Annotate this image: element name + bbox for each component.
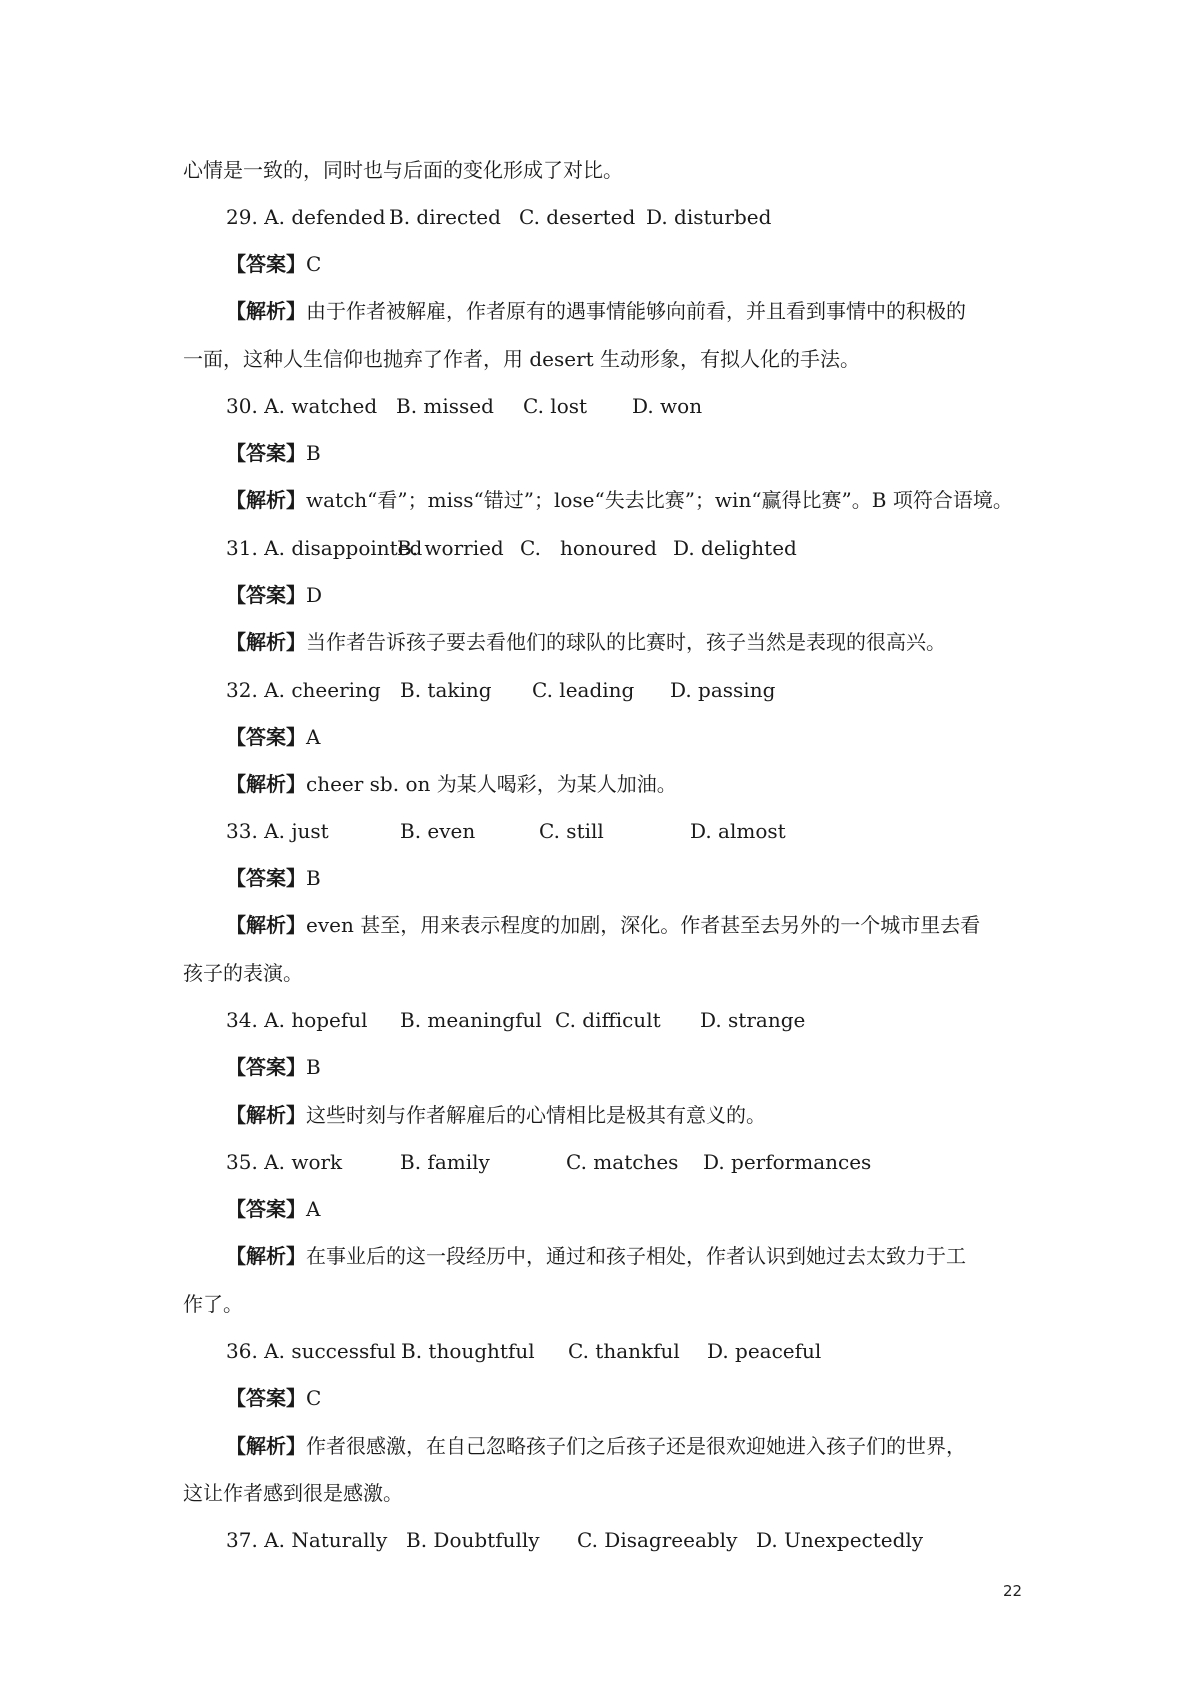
answer-tag: 【答案】 — [226, 725, 306, 749]
option-d: D. Unexpectedly — [756, 1528, 924, 1552]
option-a: 32. A. cheering — [226, 678, 381, 702]
analysis-tag: 【解析】 — [226, 913, 306, 937]
analysis-text: 当作者告诉孩子要去看他们的球队的比赛时，孩子当然是表现的很高兴。 — [306, 630, 946, 654]
analysis-continuation: 孩子的表演。 — [183, 961, 303, 985]
page-number: 22 — [1003, 1582, 1023, 1600]
analysis-tag: 【解析】 — [226, 488, 306, 512]
answer-line — [226, 1384, 321, 1412]
answer-value: C — [306, 252, 322, 276]
answer-line — [226, 1053, 321, 1081]
analysis-line — [226, 486, 1013, 514]
analysis-line — [226, 1101, 766, 1129]
option-a: 31. A. disappointed — [226, 536, 423, 560]
option-b: B. worried — [397, 536, 504, 560]
option-b: B. missed — [396, 394, 494, 418]
answer-value: B — [306, 1055, 321, 1079]
analysis-line — [226, 770, 677, 798]
analysis-line — [226, 1432, 966, 1460]
analysis-text: even 甚至，用来表示程度的加剧，深化。作者甚至去另外的一个城市里去看 — [306, 913, 981, 937]
option-b: B. even — [400, 819, 476, 843]
analysis-text: cheer sb. on 为某人喝彩，为某人加油。 — [306, 772, 677, 796]
question-31-options — [226, 534, 1126, 562]
question-29-options — [226, 203, 1126, 231]
option-b: B. directed — [389, 205, 501, 229]
answer-line — [226, 864, 321, 892]
analysis-continuation: 一面，这种人生信仰也抛弃了作者，用 desert 生动形象，有拟人化的手法。 — [183, 347, 861, 371]
analysis-line — [226, 1242, 966, 1270]
option-a: 30. A. watched — [226, 394, 378, 418]
option-a: 29. A. defended — [226, 205, 386, 229]
intro-line: 心情是一致的，同时也与后面的变化形成了对比。 — [183, 158, 623, 182]
option-c: C. matches — [566, 1150, 679, 1174]
answer-line — [226, 439, 321, 467]
analysis-line — [226, 297, 966, 325]
option-a: 34. A. hopeful — [226, 1008, 368, 1032]
answer-line — [226, 1195, 320, 1223]
answer-line — [226, 723, 320, 751]
question-37-options — [226, 1526, 1126, 1554]
option-b: B. thoughtful — [401, 1339, 535, 1363]
option-c-word: honoured — [560, 536, 657, 560]
option-b: B. Doubtfully — [406, 1528, 540, 1552]
answer-tag: 【答案】 — [226, 1055, 306, 1079]
question-32-options — [226, 676, 1126, 704]
answer-value: D — [306, 583, 323, 607]
option-c: C. still — [539, 819, 604, 843]
analysis-tag: 【解析】 — [226, 299, 306, 323]
answer-line — [226, 581, 322, 609]
option-c: C. Disagreeably — [577, 1528, 738, 1552]
question-30-options — [226, 392, 1126, 420]
question-36-options — [226, 1337, 1126, 1365]
answer-tag: 【答案】 — [226, 583, 306, 607]
option-a: 33. A. just — [226, 819, 329, 843]
analysis-line — [226, 911, 980, 939]
option-d: D. almost — [690, 819, 786, 843]
answer-value: A — [306, 1197, 321, 1221]
option-d: D. performances — [703, 1150, 872, 1174]
analysis-continuation: 作了。 — [183, 1292, 243, 1316]
option-d: D. disturbed — [646, 205, 772, 229]
option-c: C. leading — [532, 678, 635, 702]
option-b: B. meaningful — [400, 1008, 542, 1032]
option-a: 37. A. Naturally — [226, 1528, 388, 1552]
option-b: B. taking — [400, 678, 492, 702]
option-c-letter: C. — [520, 536, 541, 560]
analysis-text: 在事业后的这一段经历中，通过和孩子相处，作者认识到她过去太致力于工 — [306, 1244, 966, 1268]
answer-value: A — [306, 725, 321, 749]
answer-tag: 【答案】 — [226, 1386, 306, 1410]
option-d: D. won — [632, 394, 703, 418]
option-d: D. passing — [670, 678, 776, 702]
answer-value: B — [306, 441, 321, 465]
analysis-tag: 【解析】 — [226, 772, 306, 796]
analysis-continuation: 这让作者感到很是感激。 — [183, 1481, 403, 1505]
option-a: 35. A. work — [226, 1150, 343, 1174]
analysis-tag: 【解析】 — [226, 1434, 306, 1458]
analysis-tag: 【解析】 — [226, 1103, 306, 1127]
analysis-tag: 【解析】 — [226, 1244, 306, 1268]
option-d: D. delighted — [673, 536, 797, 560]
analysis-line — [226, 628, 946, 656]
question-35-options — [226, 1148, 1126, 1176]
question-33-options — [226, 817, 1126, 845]
analysis-tag: 【解析】 — [226, 630, 306, 654]
answer-value: B — [306, 866, 321, 890]
analysis-text: 由于作者被解雇，作者原有的遇事情能够向前看，并且看到事情中的积极的 — [306, 299, 966, 323]
option-d: D. peaceful — [707, 1339, 822, 1363]
option-c: C. deserted — [519, 205, 636, 229]
option-c: C. difficult — [555, 1008, 661, 1032]
option-d: D. strange — [700, 1008, 806, 1032]
answer-line — [226, 250, 321, 278]
option-c: C. lost — [523, 394, 588, 418]
option-c: C. thankful — [568, 1339, 680, 1363]
analysis-text: 这些时刻与作者解雇后的心情相比是极其有意义的。 — [306, 1103, 766, 1127]
answer-tag: 【答案】 — [226, 252, 306, 276]
option-a: 36. A. successful — [226, 1339, 396, 1363]
answer-tag: 【答案】 — [226, 866, 306, 890]
option-b: B. family — [400, 1150, 490, 1174]
answer-value: C — [306, 1386, 322, 1410]
answer-tag: 【答案】 — [226, 441, 306, 465]
answer-tag: 【答案】 — [226, 1197, 306, 1221]
analysis-text: watch“看”；miss“错过”；lose“失去比赛”；win“赢得比赛”。B 项符合语境。 — [306, 488, 1013, 512]
question-34-options — [226, 1006, 1126, 1034]
analysis-text: 作者很感激，在自己忽略孩子们之后孩子还是很欢迎她进入孩子们的世界， — [306, 1434, 966, 1458]
